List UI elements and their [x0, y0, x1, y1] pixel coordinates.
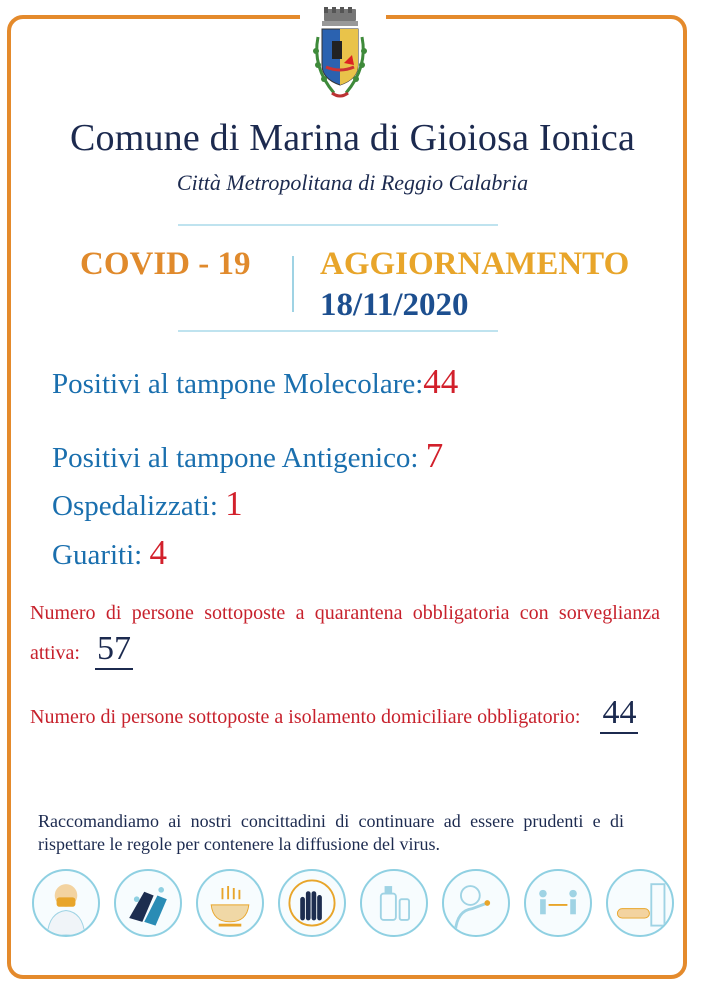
- quarantine-value: 57: [95, 632, 133, 670]
- banner-divider: [292, 256, 294, 312]
- sink-icon: [606, 869, 674, 937]
- disinfection-icon: [196, 869, 264, 937]
- stat-antigenic: [52, 436, 443, 476]
- coat-of-arms-icon: [304, 7, 376, 103]
- cough-elbow-icon: [442, 869, 510, 937]
- sanitizer-icon: [360, 869, 428, 937]
- quarantine-text: Numero di persone sottoposte a quarantena obbligatoria con sorveglianza attiva:: [30, 602, 660, 664]
- mask-icon: [32, 869, 100, 937]
- update-label: AGGIORNAMENTO: [320, 246, 630, 282]
- stat-label: Positivi al tampone Antigenico:: [52, 442, 419, 474]
- divider-top: [178, 224, 498, 226]
- page-title: Comune di Marina di Gioiosa Ionica: [69, 117, 636, 159]
- isolation-value: 44: [600, 696, 638, 734]
- stat-label: Positivi al tampone Molecolare:: [52, 368, 424, 400]
- covid-label: COVID - 19: [80, 246, 251, 282]
- prevention-icons: [32, 869, 682, 941]
- stat-value: 44: [423, 362, 459, 401]
- stat-value: 4: [149, 533, 167, 572]
- stat-label: Ospedalizzati:: [52, 490, 218, 522]
- handwash-icon: [114, 869, 182, 937]
- stat-recovered: [52, 533, 167, 573]
- update-date: 18/11/2020: [320, 287, 469, 323]
- divider-bottom: [178, 330, 498, 332]
- isolation-text: Numero di persone sottoposte a isolamento domiciliare obbligatorio:: [30, 706, 581, 728]
- quarantine-paragraph: [30, 594, 660, 672]
- stat-molecular: [52, 362, 458, 402]
- isolation-paragraph: [30, 696, 660, 736]
- stat-hospitalized: [52, 484, 243, 524]
- recommendation-note: Raccomandiamo ai nostri concittadini di continuare ad essere prudenti e di rispettare le regole per contenere la diffusione del virus.: [38, 811, 624, 854]
- no-touch-icon: [278, 869, 346, 937]
- stat-value: 7: [425, 436, 444, 475]
- stat-value: 1: [225, 484, 243, 523]
- distance-icon: [524, 869, 592, 937]
- stat-label: Guariti:: [52, 539, 143, 571]
- page-subtitle: Città Metropolitana di Reggio Calabria: [176, 170, 529, 195]
